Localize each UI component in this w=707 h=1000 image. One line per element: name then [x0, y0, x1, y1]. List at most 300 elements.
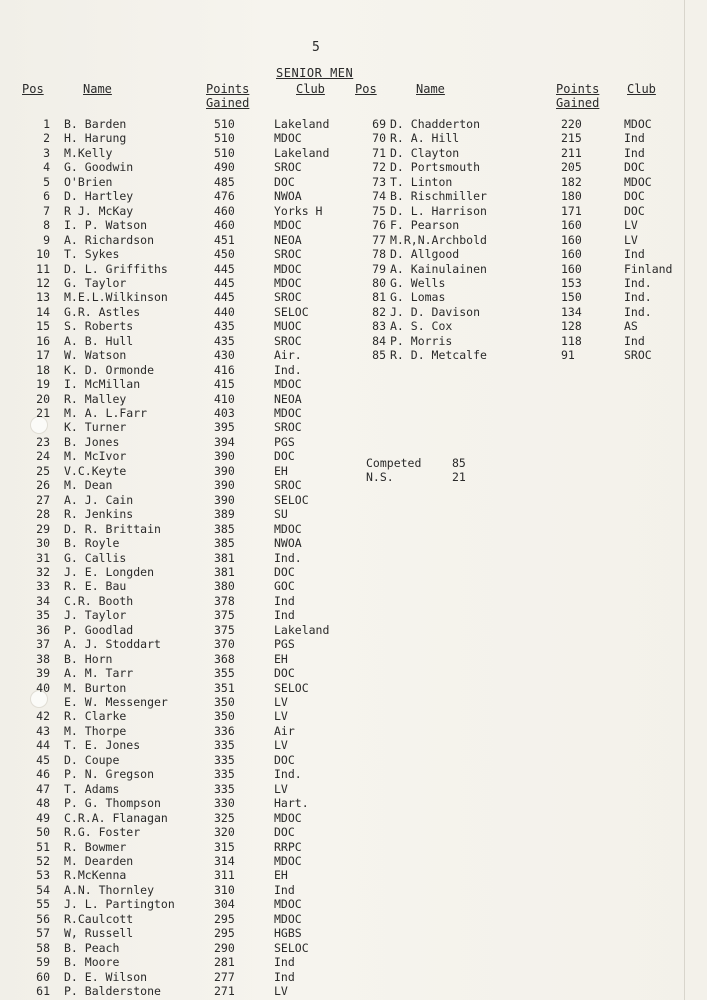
club-cell: LV — [274, 709, 288, 724]
pos-cell: 71 — [372, 145, 386, 160]
table-row — [20, 348, 350, 362]
pos-cell: 32 — [36, 564, 50, 579]
pos-cell: 35 — [36, 608, 50, 623]
table-row — [362, 131, 702, 145]
points-cell: 381 — [214, 564, 235, 579]
pos-cell: 8 — [43, 218, 50, 233]
name-cell: C.R. Booth — [64, 593, 134, 608]
name-cell: B. Rischmiller — [390, 189, 487, 204]
pos-cell: 26 — [36, 478, 50, 493]
points-cell: 355 — [214, 666, 235, 681]
club-cell: Ind — [274, 608, 295, 623]
points-cell: 310 — [214, 882, 235, 897]
points-cell: 410 — [214, 391, 235, 406]
points-cell: 160 — [561, 232, 582, 247]
points-cell: 476 — [214, 189, 235, 204]
points-cell: 415 — [214, 377, 235, 392]
name-cell: H. Harung — [64, 131, 127, 146]
pos-cell: 3 — [43, 145, 50, 160]
table-row — [20, 782, 350, 796]
name-cell: M. Burton — [64, 680, 127, 695]
pos-cell: 57 — [36, 926, 50, 941]
name-cell: M. Thorpe — [64, 723, 127, 738]
name-cell: B. Peach — [64, 940, 120, 955]
pos-cell: 24 — [36, 449, 50, 464]
table-row — [362, 233, 702, 247]
points-cell: 403 — [214, 406, 235, 420]
table-row — [362, 218, 702, 232]
pos-cell: 81 — [372, 290, 386, 305]
points-cell: 304 — [214, 897, 235, 912]
pos-cell: 36 — [36, 622, 50, 637]
club-cell: MDOC — [274, 810, 302, 825]
points-cell: 390 — [214, 492, 235, 507]
club-cell: MDOC — [274, 853, 302, 868]
club-cell: LV — [274, 781, 288, 796]
name-cell: A. J. Stoddart — [64, 637, 161, 652]
pos-cell: 4 — [43, 160, 50, 175]
pos-cell: 77 — [372, 232, 386, 247]
pos-cell: 28 — [36, 507, 50, 522]
table-row — [20, 955, 350, 969]
table-row — [362, 175, 702, 189]
club-cell: AS — [624, 319, 638, 334]
club-cell: Ind — [274, 955, 295, 970]
pos-cell: 73 — [372, 174, 386, 189]
club-cell: DOC — [274, 752, 295, 767]
header-name-left: Name — [83, 82, 112, 96]
table-row — [20, 724, 350, 738]
table-row — [20, 594, 350, 608]
name-cell: M. McIvor — [64, 449, 127, 464]
table-row — [20, 493, 350, 507]
club-cell: EH — [274, 463, 288, 478]
pos-cell: 61 — [36, 984, 50, 998]
points-cell: 451 — [214, 232, 235, 247]
name-cell: G. Taylor — [64, 275, 127, 290]
pos-cell: 16 — [36, 333, 50, 348]
table-row — [20, 709, 350, 723]
points-cell: 335 — [214, 781, 235, 796]
points-cell: 375 — [214, 622, 235, 637]
pos-cell: 33 — [36, 579, 50, 594]
club-cell: Lakeland — [274, 145, 330, 160]
table-row — [20, 435, 350, 449]
name-cell: B. Horn — [64, 651, 113, 666]
header-club-left: Club — [296, 82, 325, 96]
name-cell: P. G. Thompson — [64, 796, 161, 811]
points-cell: 435 — [214, 319, 235, 334]
table-row — [362, 189, 702, 203]
table-row — [20, 204, 350, 218]
club-cell: DOC — [624, 203, 645, 218]
name-cell: M. Dean — [64, 478, 113, 493]
pos-cell: 82 — [372, 304, 386, 319]
points-cell: 445 — [214, 261, 235, 276]
name-cell: P. Balderstone — [64, 984, 161, 998]
table-row — [20, 233, 350, 247]
club-cell: EH — [274, 868, 288, 883]
points-cell: 445 — [214, 290, 235, 305]
name-cell: V.C.Keyte — [64, 463, 127, 478]
club-cell: SROC — [274, 160, 302, 175]
table-row — [20, 449, 350, 463]
points-cell: 510 — [214, 145, 235, 160]
name-cell: B. Barden — [64, 117, 127, 131]
club-cell: LV — [274, 984, 288, 998]
name-cell: R. A. Hill — [390, 131, 460, 146]
table-row — [20, 305, 350, 319]
club-cell: Ind. — [624, 275, 652, 290]
competed-label: Competed — [366, 456, 422, 470]
pos-cell: 38 — [36, 651, 50, 666]
table-row — [20, 753, 350, 767]
name-cell: M. A. L.Farr — [64, 406, 148, 420]
pos-cell: 60 — [36, 969, 50, 984]
pos-cell: 30 — [36, 536, 50, 551]
pos-cell: 72 — [372, 160, 386, 175]
pos-cell: 29 — [36, 521, 50, 536]
table-row — [20, 984, 350, 998]
name-cell: M. Dearden — [64, 853, 134, 868]
name-cell: O'Brien — [64, 174, 113, 189]
points-cell: 395 — [214, 420, 235, 435]
name-cell: G.R. Astles — [64, 304, 141, 319]
pos-cell: 58 — [36, 940, 50, 955]
club-cell: DOC — [274, 825, 295, 840]
pos-cell: 6 — [43, 189, 50, 204]
club-cell: Hart. — [274, 796, 309, 811]
table-row — [20, 738, 350, 752]
club-cell: MDOC — [274, 521, 302, 536]
table-row — [20, 840, 350, 854]
table-row — [362, 348, 702, 362]
club-cell: SELOC — [274, 940, 309, 955]
points-cell: 335 — [214, 738, 235, 753]
pos-cell: 51 — [36, 839, 50, 854]
pos-cell: 44 — [36, 738, 50, 753]
name-cell: B. Moore — [64, 955, 120, 970]
table-row — [362, 204, 702, 218]
name-cell: A. J. Cain — [64, 492, 134, 507]
points-cell: 450 — [214, 247, 235, 262]
pos-cell: 85 — [372, 348, 386, 363]
points-cell: 118 — [561, 333, 582, 348]
club-cell: Ind — [624, 247, 645, 262]
points-cell: 182 — [561, 174, 582, 189]
name-cell: G. Lomas — [390, 290, 446, 305]
name-cell: I. McMillan — [64, 377, 141, 392]
pos-cell: 1 — [43, 117, 50, 131]
pos-cell: 2 — [43, 131, 50, 146]
table-row — [362, 146, 702, 160]
pos-cell: 20 — [36, 391, 50, 406]
table-row — [20, 637, 350, 651]
name-cell: P. Morris — [390, 333, 453, 348]
name-cell: M.Kelly — [64, 145, 113, 160]
table-row — [20, 970, 350, 984]
points-cell: 153 — [561, 275, 582, 290]
table-row — [20, 392, 350, 406]
table-row — [20, 464, 350, 478]
points-cell: 314 — [214, 853, 235, 868]
pos-cell: 9 — [43, 232, 50, 247]
club-cell: MDOC — [274, 261, 302, 276]
club-cell: SROC — [274, 290, 302, 305]
name-cell: G. Callis — [64, 550, 127, 565]
table-row — [20, 565, 350, 579]
pos-cell: 12 — [36, 275, 50, 290]
table-row — [20, 262, 350, 276]
club-cell: MDOC — [274, 377, 302, 392]
club-cell: NEOA — [274, 232, 302, 247]
club-cell: MDOC — [624, 117, 652, 131]
table-row — [20, 160, 350, 174]
table-row — [20, 276, 350, 290]
club-cell: MDOC — [274, 897, 302, 912]
club-cell: SROC — [274, 247, 302, 262]
table-row — [20, 854, 350, 868]
points-cell: 295 — [214, 926, 235, 941]
pos-cell: 19 — [36, 377, 50, 392]
pos-cell: 76 — [372, 218, 386, 233]
table-row — [20, 363, 350, 377]
header-pos-left: Pos — [22, 82, 44, 96]
points-cell: 134 — [561, 304, 582, 319]
table-row — [20, 117, 350, 131]
pos-cell: 74 — [372, 189, 386, 204]
points-cell: 311 — [214, 868, 235, 883]
name-cell: D. E. Wilson — [64, 969, 148, 984]
table-row — [20, 941, 350, 955]
table-row — [20, 608, 350, 622]
table-row — [20, 623, 350, 637]
table-row — [20, 652, 350, 666]
points-cell: 350 — [214, 695, 235, 709]
name-cell: I. P. Watson — [64, 218, 148, 233]
pos-cell: 70 — [372, 131, 386, 146]
table-row — [20, 767, 350, 781]
name-cell: A. B. Hull — [64, 333, 134, 348]
pos-cell: 55 — [36, 897, 50, 912]
club-cell: DOC — [274, 174, 295, 189]
club-cell: Yorks H — [274, 203, 323, 218]
table-row — [20, 218, 350, 232]
points-cell: 380 — [214, 579, 235, 594]
table-row — [20, 522, 350, 536]
pos-cell: 84 — [372, 333, 386, 348]
name-cell: T. E. Jones — [64, 738, 141, 753]
club-cell: Finland — [624, 261, 673, 276]
points-cell: 211 — [561, 145, 582, 160]
name-cell: A. Kainulainen — [390, 261, 487, 276]
club-cell: Ind — [274, 882, 295, 897]
club-cell: Ind — [624, 131, 645, 146]
name-cell: T. Sykes — [64, 247, 120, 262]
points-cell: 335 — [214, 767, 235, 782]
points-cell: 281 — [214, 955, 235, 970]
pos-cell: 45 — [36, 752, 50, 767]
club-cell: SELOC — [274, 680, 309, 695]
club-cell: Air — [274, 723, 295, 738]
pos-cell: 18 — [36, 362, 50, 377]
points-cell: 416 — [214, 362, 235, 377]
pos-cell: 52 — [36, 853, 50, 868]
pos-cell: 34 — [36, 593, 50, 608]
points-cell: 390 — [214, 463, 235, 478]
ns-label: N.S. — [366, 470, 394, 484]
name-cell: T. Linton — [390, 174, 453, 189]
table-row — [20, 131, 350, 145]
pos-cell: 31 — [36, 550, 50, 565]
header-club-right: Club — [627, 82, 656, 96]
points-cell: 389 — [214, 507, 235, 522]
pos-cell: 47 — [36, 781, 50, 796]
club-cell: DOC — [274, 564, 295, 579]
club-cell: MDOC — [274, 406, 302, 420]
points-cell: 315 — [214, 839, 235, 854]
table-row — [20, 319, 350, 333]
pos-cell: 42 — [36, 709, 50, 724]
name-cell: T. Adams — [64, 781, 120, 796]
club-cell: SELOC — [274, 304, 309, 319]
name-cell: G. Wells — [390, 275, 446, 290]
points-cell: 150 — [561, 290, 582, 305]
name-cell: A. Richardson — [64, 232, 155, 247]
club-cell: PGS — [274, 434, 295, 449]
points-cell: 351 — [214, 680, 235, 695]
name-cell: J. D. Davison — [390, 304, 481, 319]
header-name-right: Name — [416, 82, 445, 96]
pos-cell: 59 — [36, 955, 50, 970]
name-cell: R. Bowmer — [64, 839, 127, 854]
club-cell: PGS — [274, 637, 295, 652]
club-cell: MDOC — [274, 911, 302, 926]
name-cell: D. L. Griffiths — [64, 261, 168, 276]
table-row — [20, 926, 350, 940]
club-cell: Ind — [274, 969, 295, 984]
table-row — [20, 146, 350, 160]
name-cell: C.R.A. Flanagan — [64, 810, 168, 825]
pos-cell: 50 — [36, 825, 50, 840]
pos-cell: 40 — [36, 680, 50, 695]
name-cell: G. Goodwin — [64, 160, 134, 175]
table-row — [20, 406, 350, 420]
pos-cell: 17 — [36, 348, 50, 363]
points-cell: 440 — [214, 304, 235, 319]
header-pos-right: Pos — [355, 82, 377, 96]
name-cell: K. D. Ormonde — [64, 362, 155, 377]
pos-cell: 10 — [36, 247, 50, 262]
points-cell: 295 — [214, 911, 235, 926]
competed-value: 85 — [452, 456, 466, 470]
club-cell: Air. — [274, 348, 302, 363]
table-row — [20, 897, 350, 911]
header-points-right-line1: Points — [556, 82, 600, 96]
name-cell: K. Turner — [64, 420, 127, 435]
name-cell: J. L. Partington — [64, 897, 175, 912]
name-cell: M.E.L.Wilkinson — [64, 290, 168, 305]
points-cell: 336 — [214, 723, 235, 738]
table-row — [362, 334, 702, 348]
pos-cell: 21 — [36, 406, 50, 420]
pos-cell: 11 — [36, 261, 50, 276]
pos-cell: 83 — [372, 319, 386, 334]
table-row — [362, 262, 702, 276]
points-cell: 325 — [214, 810, 235, 825]
club-cell: Ind. — [274, 362, 302, 377]
club-cell: NWOA — [274, 189, 302, 204]
name-cell: W. Watson — [64, 348, 127, 363]
points-cell: 205 — [561, 160, 582, 175]
club-cell: MDOC — [274, 218, 302, 233]
club-cell: DOC — [274, 666, 295, 681]
points-cell: 160 — [561, 218, 582, 233]
table-row — [20, 695, 350, 709]
points-cell: 180 — [561, 189, 582, 204]
points-cell: 368 — [214, 651, 235, 666]
club-cell: LV — [624, 218, 638, 233]
header-points-left-line2: Gained — [206, 96, 250, 110]
table-row — [20, 507, 350, 521]
points-cell: 510 — [214, 117, 235, 131]
points-cell: 390 — [214, 478, 235, 493]
name-cell: R. Jenkins — [64, 507, 134, 522]
club-cell: Ind — [624, 145, 645, 160]
table-row — [20, 247, 350, 261]
pos-cell: 5 — [43, 174, 50, 189]
name-cell: J. E. Longden — [64, 564, 155, 579]
points-cell: 445 — [214, 275, 235, 290]
name-cell: D. Portsmouth — [390, 160, 481, 175]
pos-cell: 39 — [36, 666, 50, 681]
club-cell: SELOC — [274, 492, 309, 507]
table-row — [20, 420, 350, 434]
club-cell: SROC — [274, 333, 302, 348]
club-cell: RRPC — [274, 839, 302, 854]
pos-cell: 27 — [36, 492, 50, 507]
points-cell: 490 — [214, 160, 235, 175]
table-row — [20, 666, 350, 680]
points-cell: 171 — [561, 203, 582, 218]
name-cell: A. M. Tarr — [64, 666, 134, 681]
pos-cell: 80 — [372, 275, 386, 290]
table-row — [362, 117, 702, 131]
points-cell: 370 — [214, 637, 235, 652]
header-points-right-line2: Gained — [556, 96, 600, 110]
club-cell: Ind. — [274, 767, 302, 782]
name-cell: R.McKenna — [64, 868, 127, 883]
points-cell: 381 — [214, 550, 235, 565]
table-row — [362, 290, 702, 304]
name-cell: D. Clayton — [390, 145, 460, 160]
points-cell: 460 — [214, 203, 235, 218]
table-row — [20, 551, 350, 565]
name-cell: B. Royle — [64, 536, 120, 551]
points-cell: 271 — [214, 984, 235, 998]
points-cell: 215 — [561, 131, 582, 146]
table-row — [20, 290, 350, 304]
club-cell: Ind. — [624, 304, 652, 319]
club-cell: NWOA — [274, 536, 302, 551]
points-cell: 160 — [561, 247, 582, 262]
club-cell: DOC — [624, 189, 645, 204]
name-cell: R. Malley — [64, 391, 127, 406]
name-cell: P. N. Gregson — [64, 767, 155, 782]
pos-cell: 78 — [372, 247, 386, 262]
table-row — [20, 189, 350, 203]
table-row — [20, 681, 350, 695]
